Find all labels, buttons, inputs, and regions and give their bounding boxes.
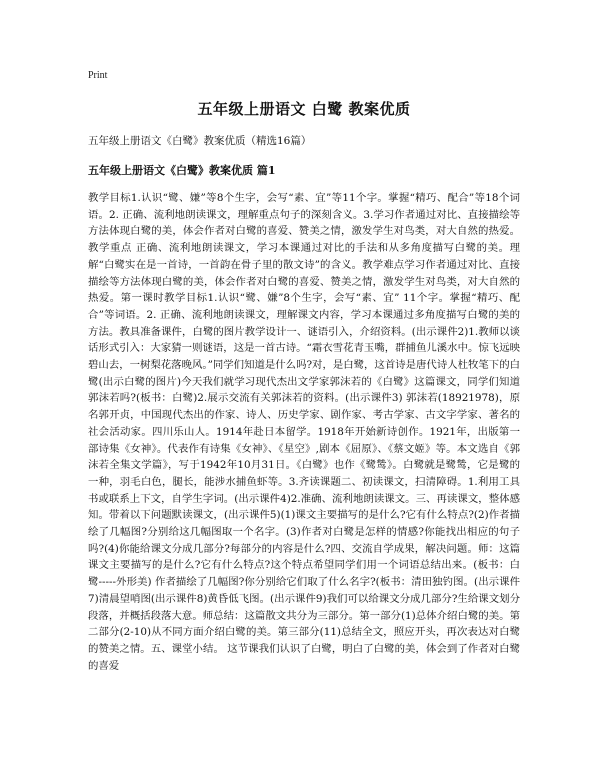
- section-heading: 五年级上册语文《白鹭》教案优质 篇1: [88, 164, 276, 177]
- document-subtitle: 五年级上册语文《白鹭》教案优质（精选16篇）: [88, 135, 312, 147]
- body-paragraph: 教学目标1.认识“鹭、嫌”等8个生字，会写“素、宜”等11个字。掌握“精巧、配合”等18个词语。2. 正确、流利地朗读课文，理解重点句子的深刻含义。3.学习作者通过对比、直接描绘等方法体现白鹭的美，体会作者对白鹭的喜爱、赞美之情，激发学生对鸟类，对大自然的热爱。教学重点 正确、流利地朗读课文，学习本课通过对比的手法和从多角度描写白鹭的美。理解“白鹭实在是一首诗，一首韵在骨子里的散文诗”的含义。教学难点学习作者通过对比、直接描绘等方法体现白鹭的美，体会作者对白鹭的喜爱、赞美之情，激发学生对鸟类，对大自然的热爱。第一课时教学目标1.认识“鹭、嫌”8个生字，会写“素、宜” 11个字。掌握“精巧、配合”等词语。2. 正确、流利地朗读课文，理解课文内容，学习本课通过多角度描写白鹭的美的方法。教具准备课件，白鹭的图片教学设计一、谜语引入，介绍资料。(出示课件2)1.教师以谈话形式引入：大家猜一则谜语，这是一首古诗。“霜衣雪花青玉嘴，群捕鱼儿溪水中。惊飞远映碧山去，一树梨花落晚风。”同学们知道是什么吗?对，是白鹭，这首诗是唐代诗人杜牧笔下的白鹭(出示白鹭的图片)今天我们就学习现代杰出文学家郭沫若的《白鹭》这篇课文，同学们知道郭沫若吗?(板书：白鹭)2.展示交流有关郭沫若的资料。(出示课件3) 郭沫若(18921978)，原名郭开贞，中国现代杰出的作家、诗人、历史学家、剧作家、考古学家、古文字学家、著名的社会活动家。四川乐山人。1914年赴日本留学。1918年开始新诗创作。1921年，出版第一部诗集《女神》。代表作有诗集《女神》、《星空》,剧本《屈原》、《蔡文姬》等。本文选自《郭沫若全集文学篇》，写于1942年10月31日。《白鹭》也作《鹭鸶》。白鹭就是鹭鸶，它是鹭的一种，羽毛白色，腿长，能涉水捕鱼虾等。3.齐读课题二、初读课文，扫清障碍。1.利用工具书或联系上下文，自学生字词。(出示课件4)2.准确、流利地朗读课文。三、再读课文，整体感知。带着以下问题默读课文，(出示课件5)(1)课文主要描写的是什么?它有什么特点?(2)作者描绘了几幅图?分别给这几幅图取一个名字。(3)作者对白鹭是怎样的情感?你能找出相应的句子吗?(4)你能给课文分成几部分?每部分的内容是什么?四、交流自学成果，解决问题。师：这篇课文主要描写的是什么?它有什么特点?这个特点希望同学们用一个词语总结出来。(板书：白鹭-----外形美) 作者描绘了几幅图?你分别给它们取了什么名字?(板书：清田独钓图。(出示课件7)清晨望哨图(出示课件8)黄昏低飞图。(出示课件9)我们可以给课文分成几部分?生给课文划分段落，并概括段落大意。师总结：这篇散文共分为三部分。第一部分(1)总体介绍白鹭的美。第二部分(2-10)从不同方面介绍白鹭的美。第三部分(11)总结全文，照应开头，再次表达对白鹭的赞美之情。五、课堂小结。 这节课我们认识了白鹭，明白了白鹭的美，体会到了作者对白鹭的喜爱: [88, 192, 520, 672]
- page-title: 五年级上册语文 白鹭 教案优质: [197, 100, 411, 118]
- print-label: Print: [88, 70, 108, 81]
- document-page: [88, 70, 520, 730]
